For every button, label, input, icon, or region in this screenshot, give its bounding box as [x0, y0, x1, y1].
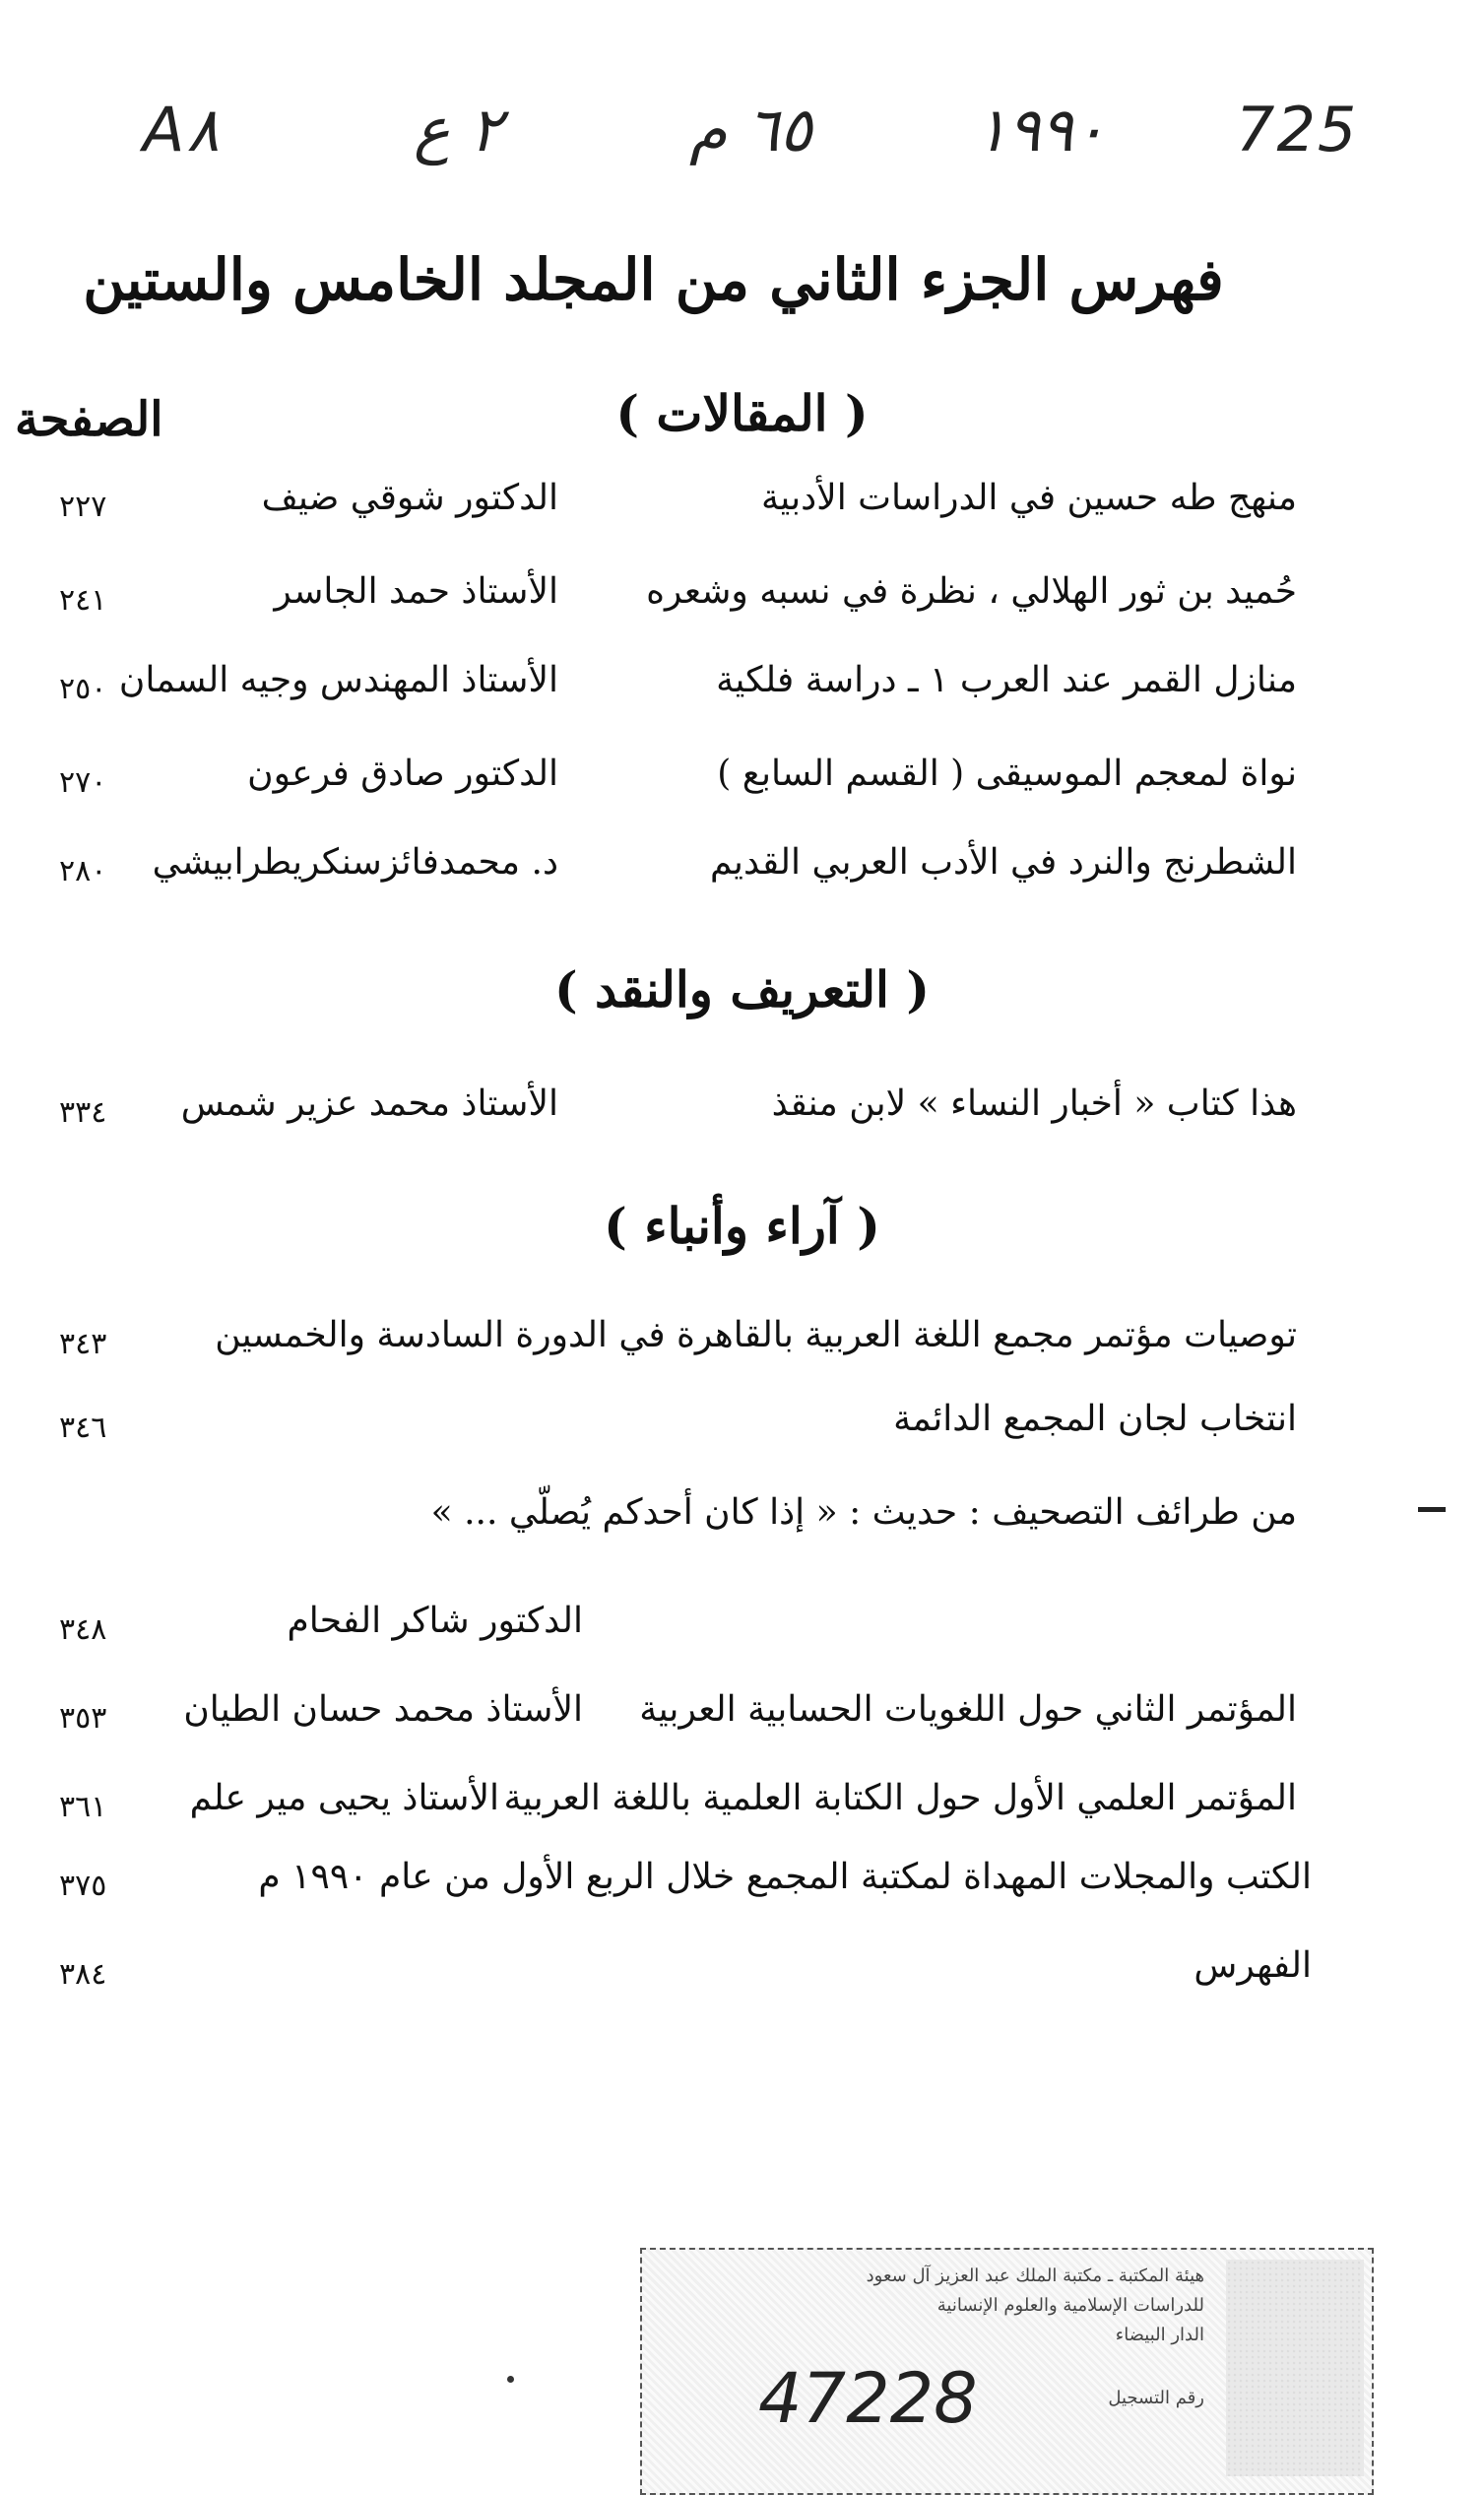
entry-title: الكتب والمجلات المهداة لمكتبة المجمع خلال الربع الأول من عام ١٩٩٠ م	[258, 1857, 1312, 1897]
toc-entry	[0, 1083, 1484, 1143]
toc-entry	[0, 1601, 1484, 1660]
entry-page: ٢٥٠	[59, 672, 107, 706]
handwritten-note-2: ٢ ع	[414, 94, 503, 165]
entry-author: د. محمدفائزسنكريطرابيشي	[152, 842, 558, 883]
entry-title: هذا كتاب « أخبار النساء » لابن منقذ	[771, 1083, 1297, 1124]
toc-entry	[0, 1399, 1484, 1458]
seal-icon	[1226, 2260, 1364, 2476]
entry-author: الدكتور شوقي ضيف	[261, 478, 558, 518]
page-column-header: الصفحة	[15, 392, 163, 447]
entry-title: انتخاب لجان المجمع الدائمة	[893, 1399, 1297, 1439]
entry-page: ٢٧٠	[59, 765, 107, 800]
entry-title: حُميد بن ثور الهلالي ، نظرة في نسبه وشعره	[646, 571, 1297, 612]
toc-entry	[0, 1857, 1484, 1916]
toc-entry	[0, 1945, 1484, 2004]
stray-dot	[507, 2376, 514, 2383]
toc-entry	[0, 842, 1484, 901]
entry-title: الشطرنج والنرد في الأدب العربي القديم	[709, 842, 1297, 883]
entry-title: منازل القمر عند العرب ١ ـ دراسة فلكية	[716, 660, 1297, 700]
entry-page: ٣٦١	[59, 1790, 107, 1824]
stamp-line: هيئة المكتبة ـ مكتبة الملك عبد العزيز آل سعود	[866, 2265, 1204, 2286]
section-heading-review: ( التعريف والنقد )	[553, 960, 931, 1018]
handwritten-note-4: ١٩٩٠	[975, 94, 1107, 165]
handwritten-note-5: 725	[1236, 94, 1359, 165]
toc-entry	[0, 571, 1484, 630]
entry-title: المؤتمر العلمي الأول حول الكتابة العلمية باللغة العربية	[503, 1778, 1297, 1818]
handwritten-note-1: A٨	[143, 94, 220, 165]
entry-author: الأستاذ محمد حسان الطيان	[183, 1689, 583, 1730]
section-heading-articles: ( المقالات )	[615, 384, 869, 442]
entry-page: ٣٨٤	[59, 1957, 107, 1992]
entry-page: ٣٤٣	[59, 1327, 107, 1361]
toc-entry	[0, 660, 1484, 719]
stamp-line: للدراسات الإسلامية والعلوم الإنسانية	[936, 2295, 1204, 2316]
entry-author: الأستاذ المهندس وجيه السمان	[118, 660, 558, 700]
registration-number: 47228	[758, 2358, 978, 2439]
entry-title: من طرائف التصحيف : حديث : « إذا كان أحدكم يُصلّي ... »	[430, 1492, 1297, 1533]
entry-title: الفهرس	[1194, 1945, 1312, 1986]
entry-page: ٢٤١	[59, 583, 107, 618]
stamp-line: الدار البيضاء	[1115, 2325, 1204, 2345]
entry-author: الأستاذ حمد الجاسر	[274, 571, 558, 612]
stamp-line: رقم التسجيل	[1108, 2388, 1204, 2408]
entry-title: منهج طه حسين في الدراسات الأدبية	[760, 478, 1297, 518]
entry-author: الأستاذ يحيى مير علم	[189, 1778, 499, 1818]
toc-entry	[0, 478, 1484, 537]
toc-entry	[0, 1315, 1484, 1374]
toc-entry	[0, 754, 1484, 813]
entry-page: ٣٣٤	[59, 1095, 107, 1130]
toc-entry	[0, 1778, 1484, 1837]
entry-page: ٣٤٨	[59, 1612, 107, 1647]
toc-entry	[0, 1492, 1484, 1551]
section-heading-news: ( آراء وأنباء )	[604, 1197, 880, 1255]
margin-dash	[1418, 1507, 1446, 1512]
handwritten-note-3: ٦٥ م	[689, 94, 812, 165]
library-stamp	[640, 2248, 1374, 2495]
entry-author: الأستاذ محمد عزير شمس	[180, 1083, 558, 1124]
entry-page: ٢٢٧	[59, 490, 107, 524]
entry-author: الدكتور صادق فرعون	[247, 754, 558, 794]
page-title: فهرس الجزء الثاني من المجلد الخامس والستين	[83, 246, 1224, 313]
entry-page: ٣٥٣	[59, 1701, 107, 1736]
toc-entry	[0, 1689, 1484, 1748]
entry-title: توصيات مؤتمر مجمع اللغة العربية بالقاهرة في الدورة السادسة والخمسين	[215, 1315, 1297, 1355]
entry-page: ٢٨٠	[59, 854, 107, 888]
entry-author: الدكتور شاكر الفحام	[287, 1601, 583, 1641]
entry-title: نواة لمعجم الموسيقى ( القسم السابع )	[717, 754, 1297, 794]
entry-page: ٣٧٥	[59, 1869, 107, 1903]
entry-title: المؤتمر الثاني حول اللغويات الحسابية العربية	[639, 1689, 1297, 1730]
entry-page: ٣٤٦	[59, 1411, 107, 1445]
